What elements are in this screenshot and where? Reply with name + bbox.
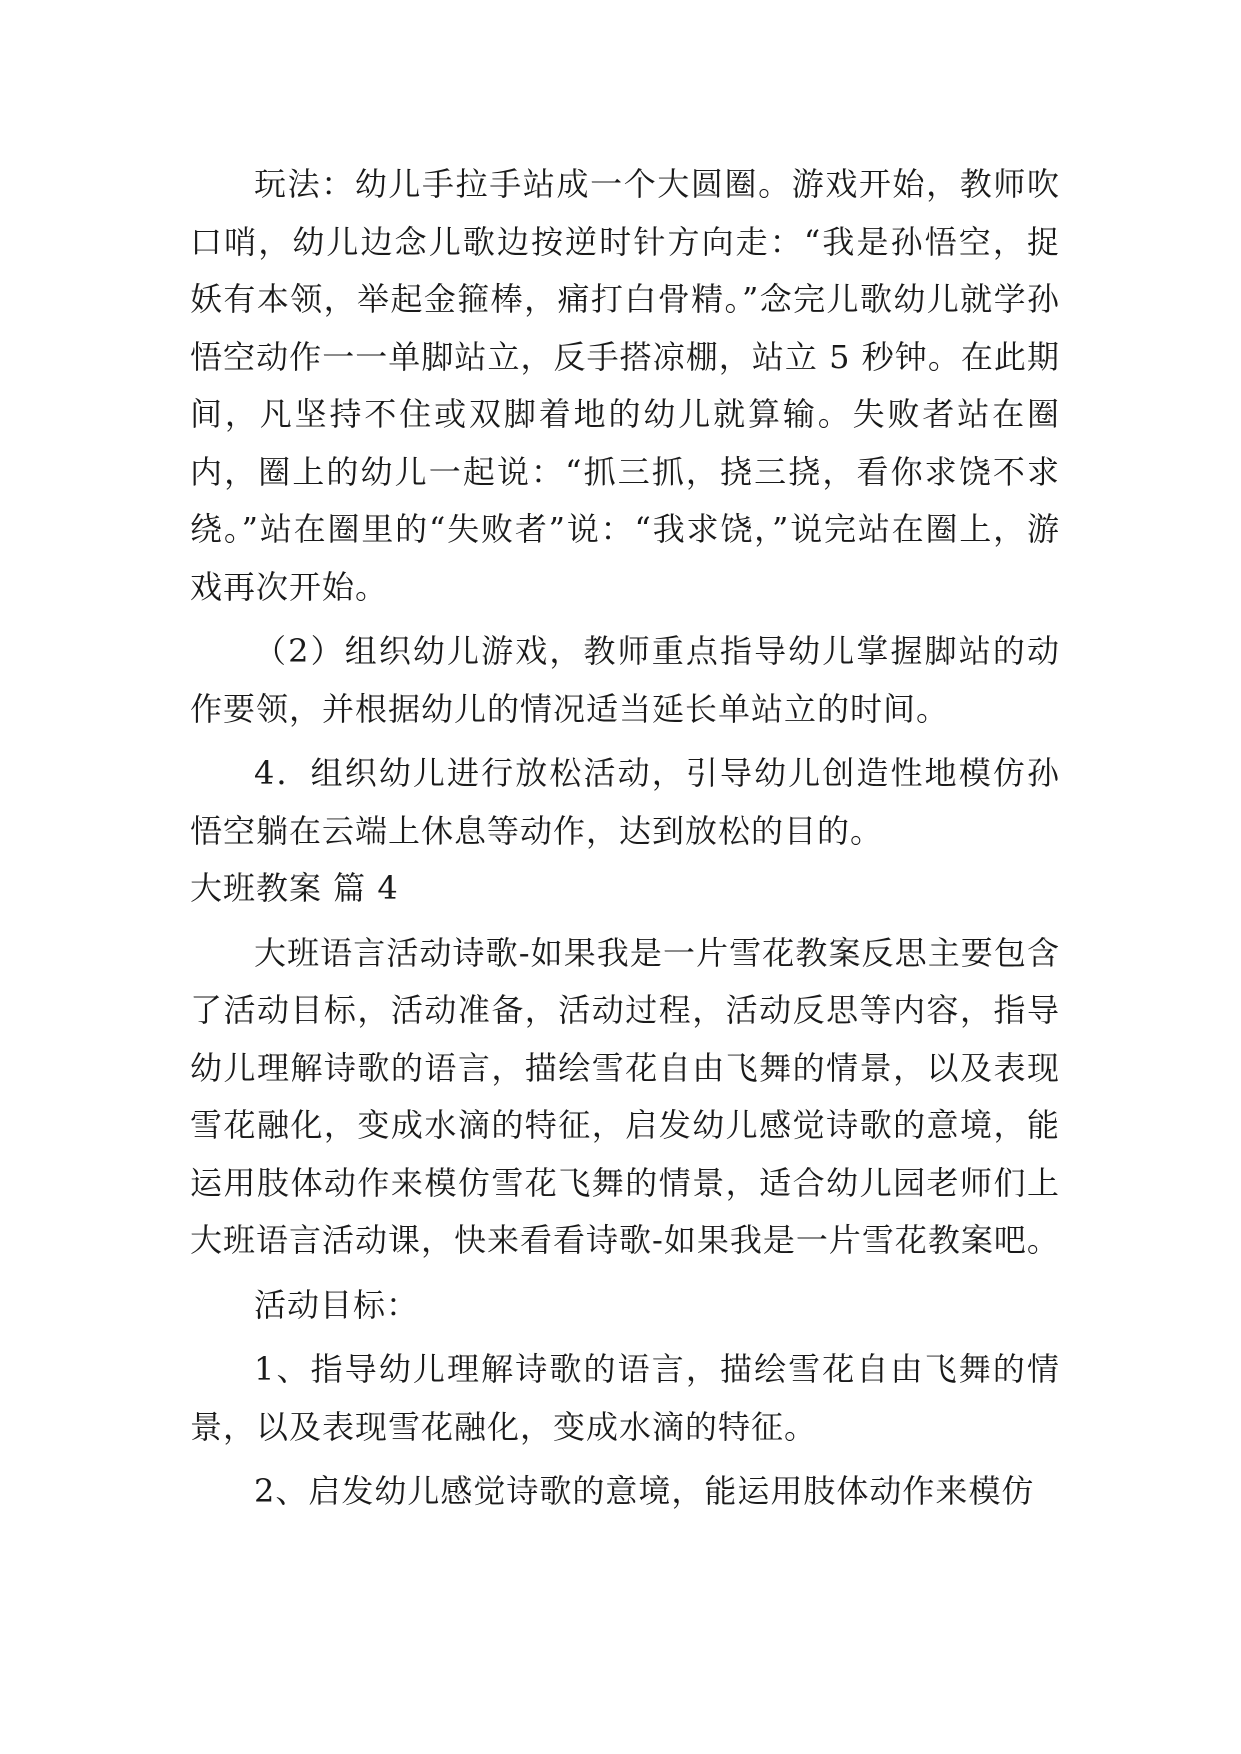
document-body [190,156,1060,1521]
paragraph-goal-2: 2、启发幼儿感觉诗歌的意境，能运用肢体动作来模仿 [254,1472,1035,1510]
paragraph-goal-1: 1、指导幼儿理解诗歌的语言，描绘雪花自由飞舞的情景，以及表现雪花融化，变成水滴的特征。 [190,1350,1060,1446]
paragraph-game-rules: 玩法：幼儿手拉手站成一个大圆圈。游戏开始，教师吹口哨，幼儿边念儿歌边按逆时针方向走：“我是孙悟空，捉妖有本领，举起金箍棒，痛打白骨精。”念完儿歌幼儿就学孙悟空动作一一单脚站立，反手搭凉棚，站立 5 秒钟。在此期间，凡坚持不住或双脚着地的幼儿就算输。失败者站在圈内，圈上的幼儿一起说：“抓三抓，挠三挠，看你求饶不求绕。”站在圈里的“失败者”说：“我求饶，”说完站在圈上，游戏再次开始。 [190,165,1060,606]
paragraph-relaxation: 4．组织幼儿进行放松活动，引导幼儿创造性地模仿孙悟空躺在云端上休息等动作，达到放松的目的。 [190,754,1060,850]
paragraph-goals-label: 活动目标： [254,1285,420,1324]
paragraph-intro: 大班语言活动诗歌-如果我是一片雪花教案反思主要包含了活动目标，活动准备，活动过程，活动反思等内容，指导幼儿理解诗歌的语言，描绘雪花自由飞舞的情景，以及表现雪花融化，变成水滴的特征，启发幼儿感觉诗歌的意境，能运用肢体动作来模仿雪花飞舞的情景，适合幼儿园老师们上大班语言活动课，快来看看诗歌-如果我是一片雪花教案吧。 [190,933,1060,1259]
section-heading: 大班教案 篇 4 [190,869,399,907]
paragraph-organize-game: （2）组织幼儿游戏，教师重点指导幼儿掌握脚站的动作要领，并根据幼儿的情况适当延长单站立的时间。 [190,632,1060,728]
